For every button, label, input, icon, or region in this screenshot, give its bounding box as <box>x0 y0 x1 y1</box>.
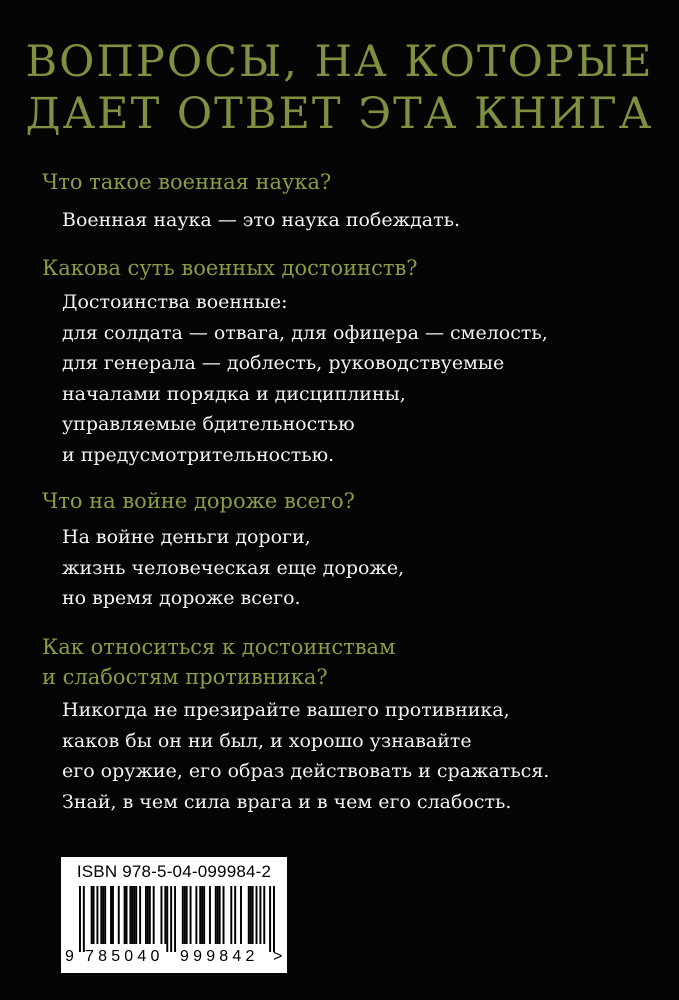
barcode-bar <box>259 886 261 944</box>
barcode-bar <box>135 886 137 944</box>
answer-military-science <box>62 205 460 236</box>
title-line-2: ДАЕТ ОТВЕТ ЭТА КНИГА <box>25 89 654 139</box>
barcode-bar <box>240 886 242 944</box>
barcode-bar <box>91 886 93 944</box>
answer-line: Достоинства военные: <box>62 291 288 313</box>
answer-most-valuable <box>62 522 404 614</box>
barcode-bar <box>263 886 265 944</box>
answer-line: На войне деньги дороги, <box>62 526 311 548</box>
answer-enemy-strengths <box>62 695 549 817</box>
question-military-virtues <box>42 253 418 283</box>
barcode-bar <box>182 886 184 944</box>
answer-line: каков бы он ни был, и хорошо узнавайте <box>62 729 472 752</box>
barcode-bar <box>83 886 85 952</box>
barcode-lead-digit: 9 <box>65 948 74 965</box>
question-most-valuable <box>42 486 355 516</box>
question-military-science <box>42 167 331 197</box>
isbn-number: ISBN 978-5-04-099984-2 <box>76 862 272 881</box>
barcode-right-group: 999842 <box>180 948 259 965</box>
barcode-bar <box>112 886 114 944</box>
answer-line: началами порядка и дисциплины, <box>62 382 406 405</box>
barcode-bar <box>133 886 135 944</box>
barcode-bar <box>131 886 133 944</box>
question-line: и слабостям противника? <box>42 665 328 689</box>
answer-line: его оружие, его образ действовать и сражаться. <box>62 760 550 782</box>
barcode-bar <box>118 886 120 944</box>
answer-line: Военная наука — это наука побеждать. <box>62 209 461 231</box>
barcode-bar <box>139 886 141 944</box>
barcode-bars <box>79 886 275 952</box>
barcode-bar <box>124 886 126 944</box>
barcode-bar <box>79 886 81 952</box>
barcode-arrow: > <box>273 948 283 965</box>
barcode-bar <box>250 886 252 944</box>
barcode-bar <box>153 886 155 944</box>
barcode-bar <box>234 886 236 944</box>
barcode-bar <box>170 886 172 952</box>
question-line: Какова суть военных достоинств? <box>42 256 418 280</box>
barcode-bar <box>174 886 176 952</box>
answer-military-virtues <box>62 287 548 470</box>
barcode-bar <box>209 886 211 944</box>
barcode-left-group: 785040 <box>85 948 164 965</box>
barcode-bar <box>248 886 250 944</box>
answer-line: для солдата — отвага, для офицера — смелость, <box>62 321 548 344</box>
barcode-bar <box>129 886 131 944</box>
answer-line: Никогда не презирайте вашего противника, <box>62 699 510 721</box>
barcode-bar <box>190 886 192 944</box>
barcode-bar <box>93 886 95 944</box>
barcode-bar <box>160 886 162 944</box>
barcode-bar <box>195 886 197 944</box>
barcode-bar <box>102 886 104 944</box>
barcode-bar <box>273 886 275 952</box>
barcode-bar <box>201 886 203 944</box>
barcode-bar <box>219 886 221 944</box>
barcode-bar <box>166 886 168 952</box>
question-line: Как относиться к достоинствам <box>42 635 396 659</box>
answer-line: и предусмотрительностью. <box>62 443 335 466</box>
barcode-bar <box>252 886 254 944</box>
barcode-bar <box>164 886 166 944</box>
answer-line: но время дороже всего. <box>62 587 301 609</box>
barcode-bar <box>96 886 98 944</box>
barcode-bar <box>186 886 188 944</box>
answer-line: управляемые бдительностью <box>62 413 355 435</box>
barcode-bar <box>126 886 128 944</box>
isbn-barcode <box>61 857 287 973</box>
answer-line: жизнь человеческая еще дороже, <box>62 556 405 579</box>
title-line-1: ВОПРОСЫ, НА КОТОРЫЕ <box>25 37 654 87</box>
barcode-bar <box>256 886 258 944</box>
barcode-bar <box>217 886 219 944</box>
barcode-bar <box>149 886 151 944</box>
barcode-bar <box>110 886 112 944</box>
barcode-bar <box>147 886 149 944</box>
barcode-bar <box>203 886 205 944</box>
question-line: Что на войне дороже всего? <box>42 489 355 513</box>
barcode-bar <box>199 886 201 944</box>
barcode-bar <box>215 886 217 944</box>
answer-line: для генерала — доблесть, руководствуемые <box>62 352 505 374</box>
barcode-bar <box>223 886 225 944</box>
barcode-bar <box>145 886 147 944</box>
book-title <box>0 36 679 140</box>
barcode-bar <box>184 886 186 944</box>
question-line: Что такое военная наука? <box>42 170 332 194</box>
barcode-bar <box>104 886 106 944</box>
question-enemy-strengths <box>42 632 395 692</box>
barcode-bar <box>269 886 271 952</box>
answer-line: Знай, в чем сила врага и в чем его слабость. <box>62 790 512 813</box>
barcode-bar <box>230 886 232 944</box>
barcode-bar <box>100 886 102 944</box>
